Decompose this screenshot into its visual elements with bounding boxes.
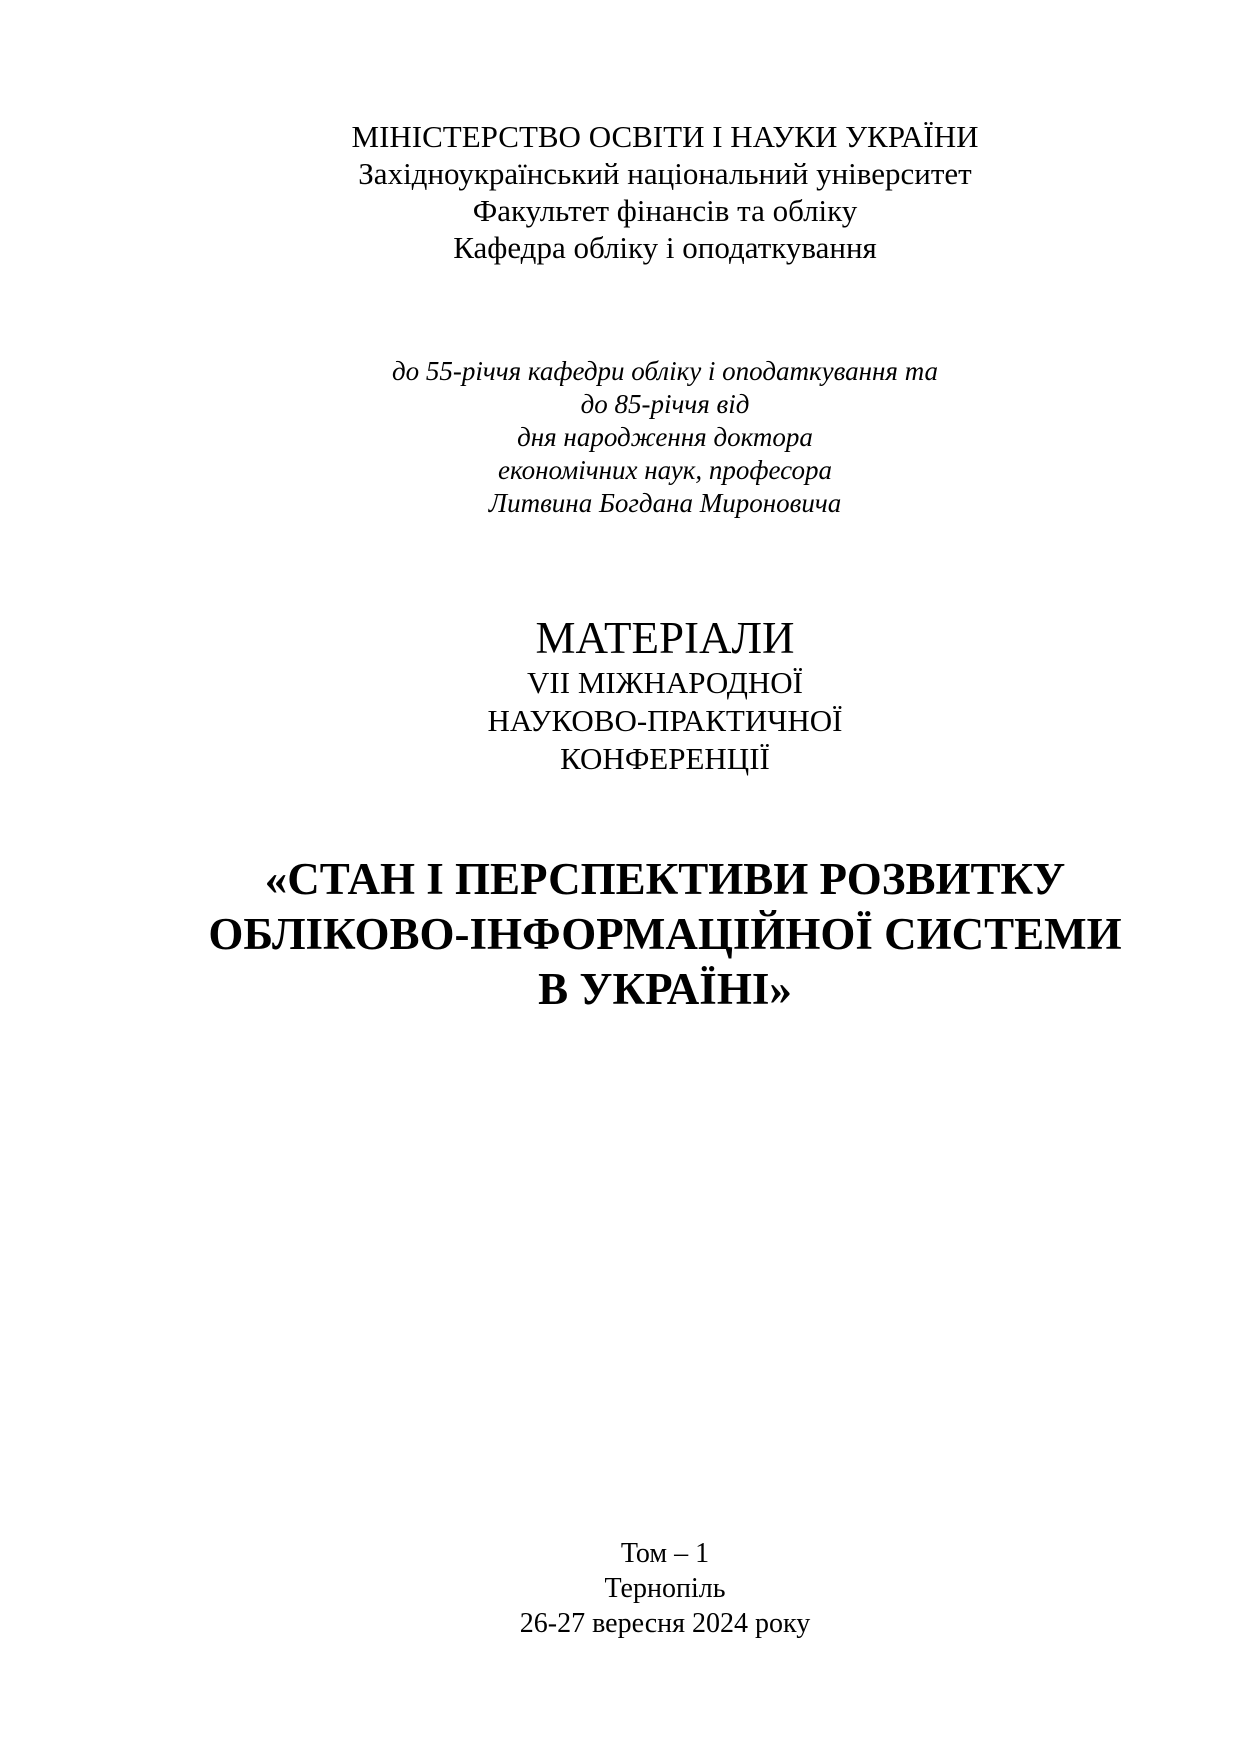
dedication-line: дня народження доктора: [517, 422, 813, 452]
materials-subtitle-line: КОНФЕРЕНЦІЇ: [560, 741, 770, 776]
faculty-name: Факультет фінансів та обліку: [472, 193, 858, 228]
ministry-name: МІНІСТЕРСТВО ОСВІТИ І НАУКИ УКРАЇНИ: [351, 119, 979, 154]
city-label: Тернопіль: [604, 1573, 726, 1604]
materials-block: [45, 612, 1240, 778]
department-name: Кафедра обліку і оподаткування: [453, 230, 877, 265]
date-label: 26-27 вересня 2024 року: [519, 1608, 811, 1639]
volume-label: Том – 1: [620, 1538, 710, 1569]
university-name: Західноукраїнський національний університет: [358, 156, 972, 191]
conference-title-line: В УКРАЇНІ»: [538, 964, 792, 1014]
conference-title-line: ОБЛІКОВО-ІНФОРМАЦІЙНОЇ СИСТЕМИ: [208, 909, 1122, 959]
materials-subtitle-line: VІІ МІЖНАРОДНОЇ: [527, 665, 803, 700]
conference-title-line: «СТАН І ПЕРСПЕКТИВИ РОЗВИТКУ: [264, 854, 1066, 904]
footer-block: [45, 1536, 1240, 1641]
dedication-line: до 55-річчя кафедри обліку і оподаткування та: [391, 356, 939, 386]
conference-title: [45, 852, 1240, 1017]
dedication-line: до 85-річчя від: [580, 389, 750, 419]
materials-subtitle-line: НАУКОВО-ПРАКТИЧНОЇ: [487, 703, 843, 738]
dedication-line: Литвина Богдана Мироновича: [488, 488, 842, 518]
dedication-line: економічних наук, професора: [498, 455, 832, 485]
materials-title: МАТЕРІАЛИ: [535, 613, 795, 663]
dedication-block: [45, 355, 1240, 520]
header-block: [45, 118, 1240, 266]
